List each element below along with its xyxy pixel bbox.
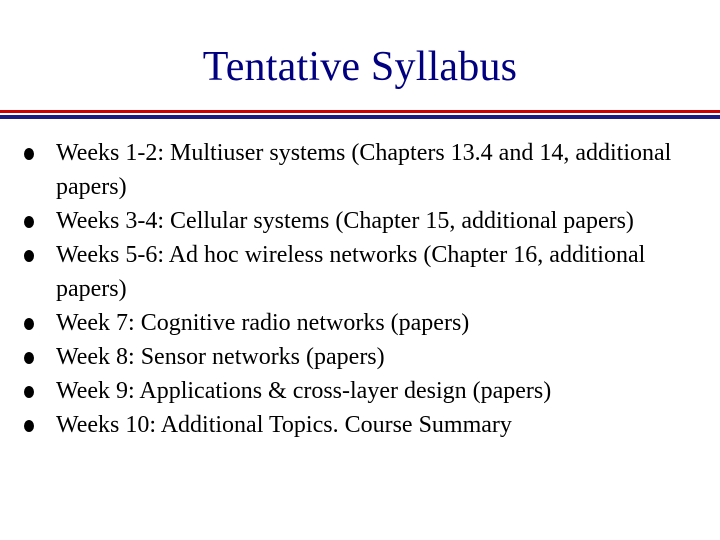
bullet-icon xyxy=(24,420,34,432)
bullet-icon xyxy=(24,386,34,398)
syllabus-item xyxy=(22,408,712,442)
bullet-icon xyxy=(24,250,34,262)
bullet-icon xyxy=(24,148,34,160)
syllabus-item xyxy=(22,340,712,374)
syllabus-item-text: Week 7: Cognitive radio networks (papers) xyxy=(56,310,470,336)
syllabus-item xyxy=(22,374,712,408)
title-divider-blue xyxy=(0,115,720,119)
bullet-icon xyxy=(24,216,34,228)
syllabus-item-text: Weeks 5-6: Ad hoc wireless networks (Chapter 16, additional papers) xyxy=(56,242,646,302)
syllabus-item-text: Week 9: Applications & cross-layer design (papers) xyxy=(56,378,552,404)
syllabus-item-text: Week 8: Sensor networks (papers) xyxy=(56,344,385,370)
syllabus-item xyxy=(22,204,712,238)
syllabus-item xyxy=(22,238,712,306)
bullet-icon xyxy=(24,318,34,330)
syllabus-item xyxy=(22,136,712,204)
syllabus-item xyxy=(22,306,712,340)
syllabus-list xyxy=(22,136,712,442)
syllabus-item-text: Weeks 10: Additional Topics. Course Summary xyxy=(56,412,512,438)
syllabus-item-text: Weeks 1-2: Multiuser systems (Chapters 13.4 and 14, additional papers) xyxy=(56,140,672,200)
slide-title: Tentative Syllabus xyxy=(202,44,518,90)
syllabus-item-text: Weeks 3-4: Cellular systems (Chapter 15, additional papers) xyxy=(56,208,634,234)
title-divider-red xyxy=(0,110,720,113)
bullet-icon xyxy=(24,352,34,364)
